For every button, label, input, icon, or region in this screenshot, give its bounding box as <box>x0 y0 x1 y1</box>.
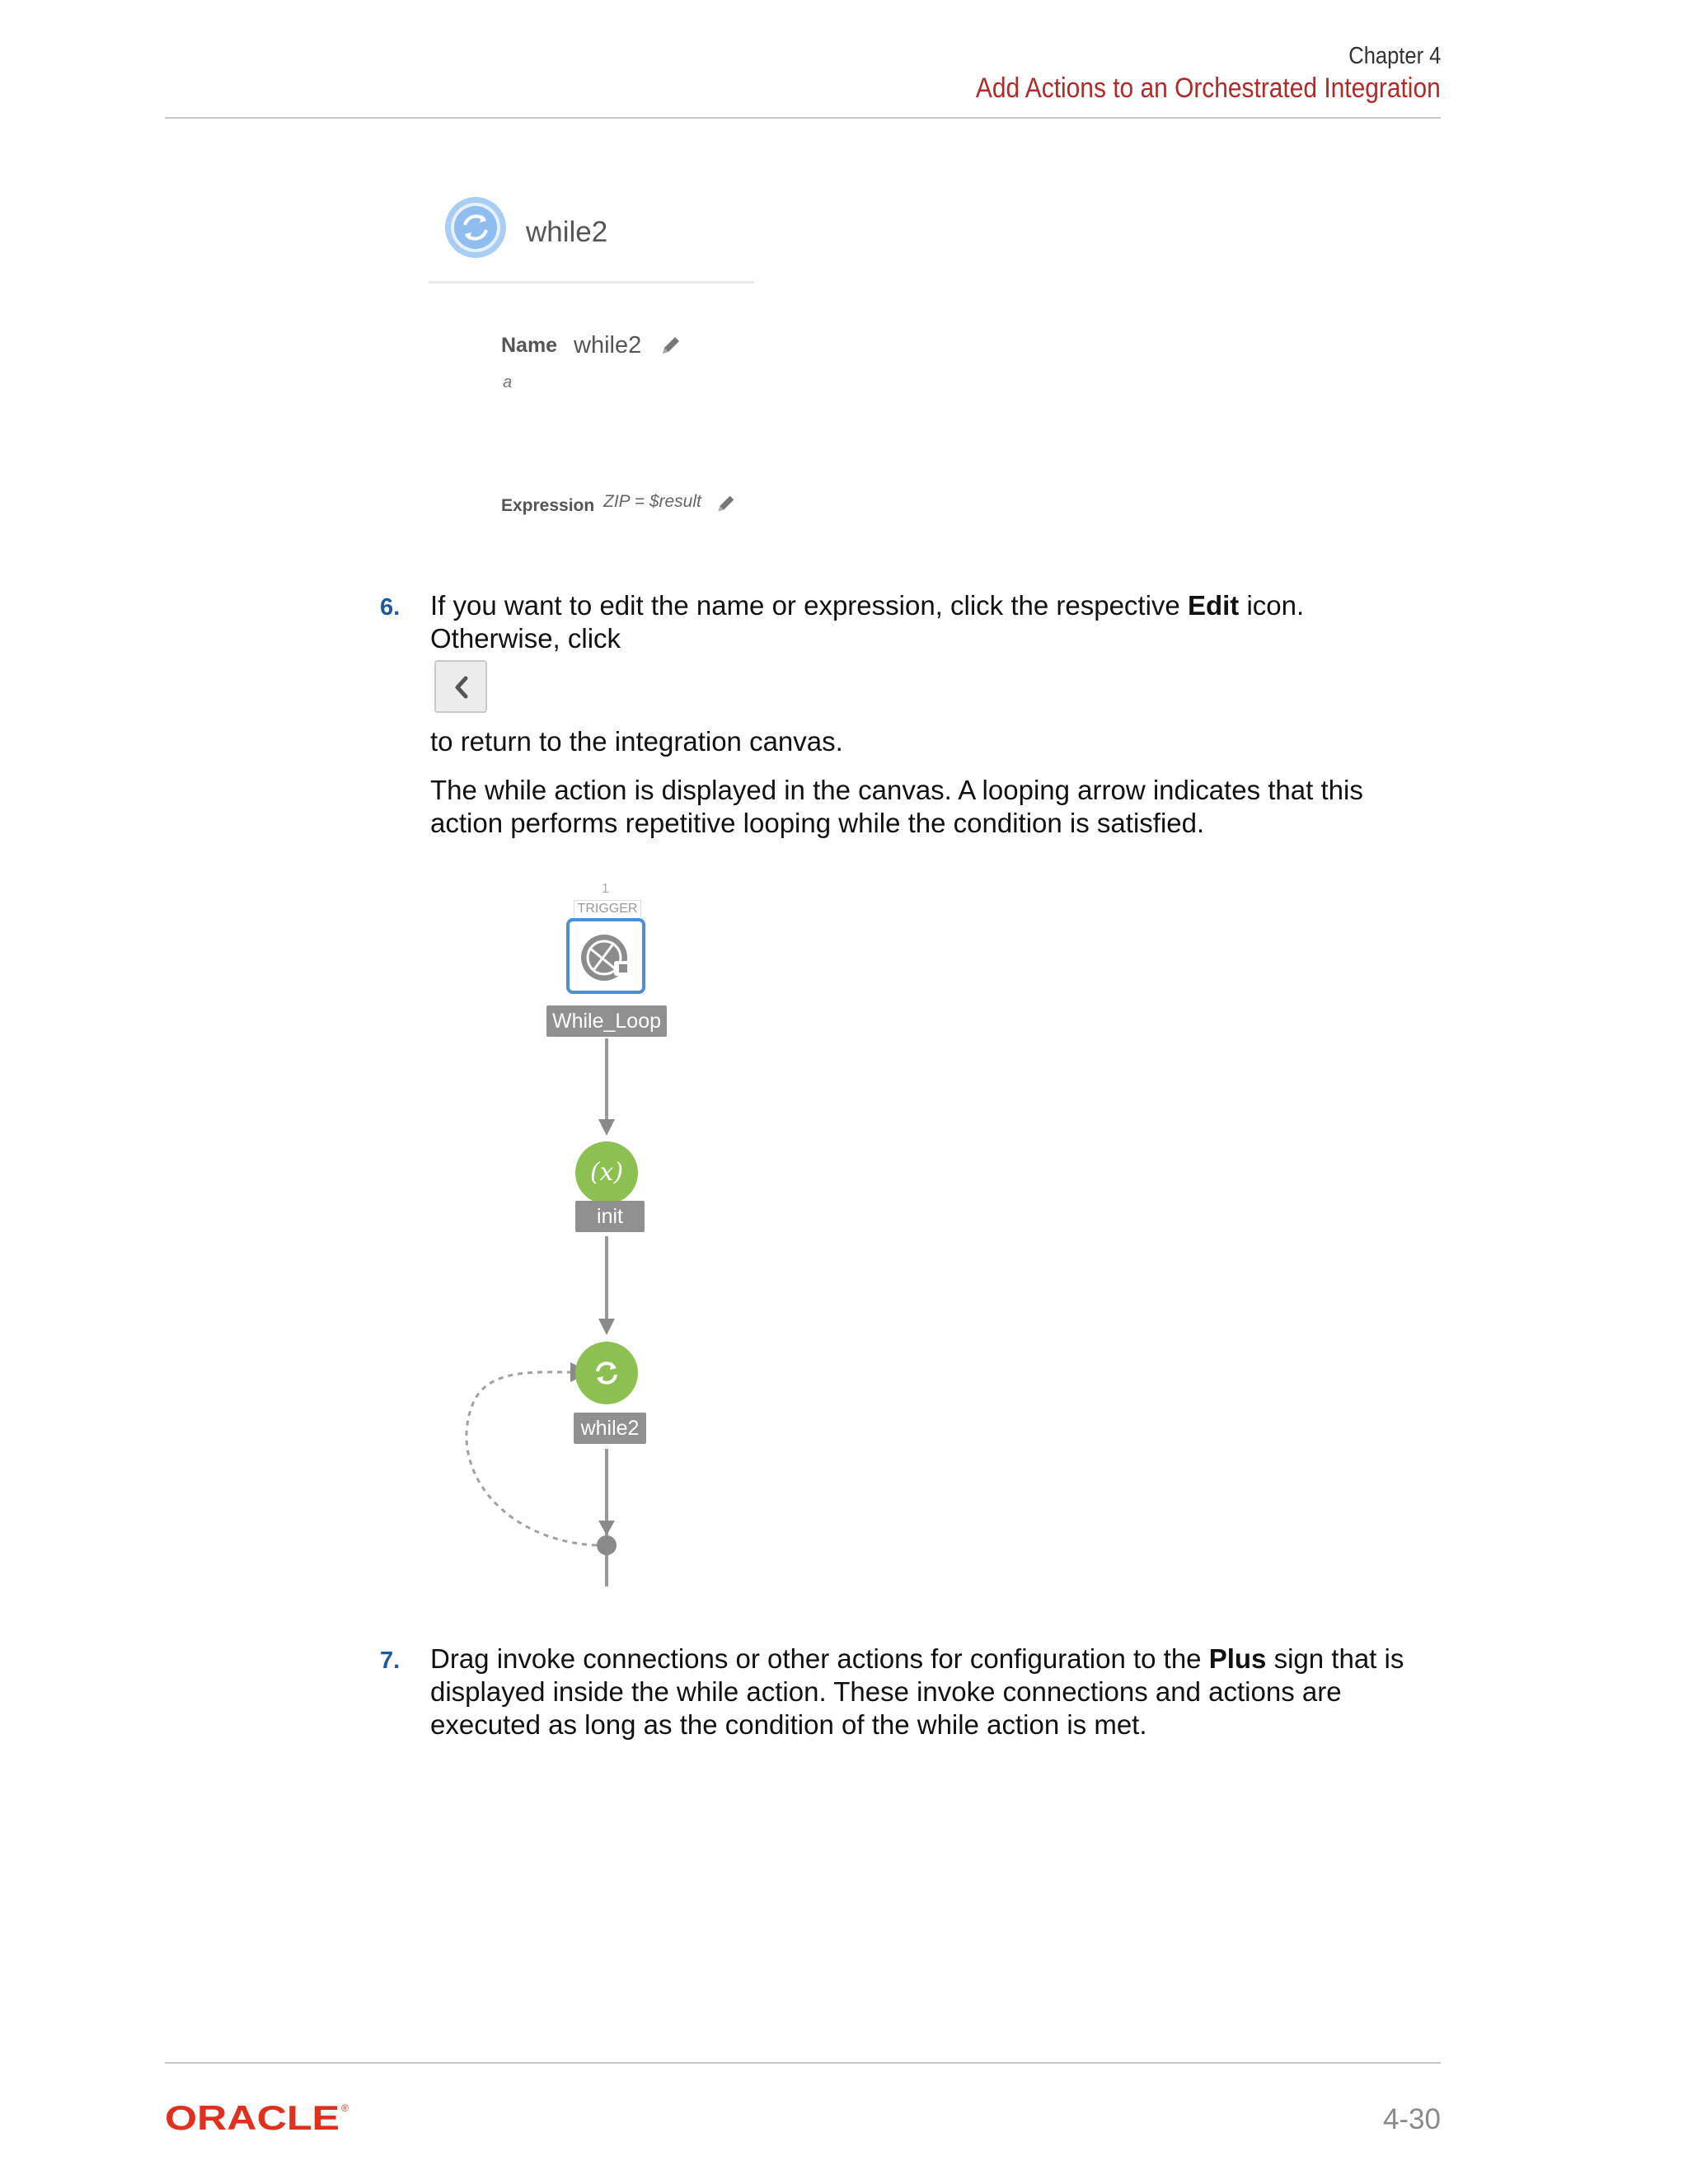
step-text <box>430 1643 1440 1741</box>
oracle-logo-text: ORACLE <box>165 2100 340 2135</box>
name-label: Name <box>501 334 558 357</box>
panel-divider <box>429 281 754 284</box>
page-number: 4-30 <box>1382 2103 1441 2135</box>
back-button[interactable] <box>434 660 487 713</box>
step-number: 7. <box>380 1647 401 1674</box>
step-text-part: sign that is displayed inside the while action. These invoke connections and actions are executed as long as the condition of the while action is met. <box>430 1643 1404 1740</box>
node-label-init: init <box>575 1201 645 1232</box>
loop-end-dot <box>597 1535 617 1555</box>
svg-text:®: ® <box>341 2102 349 2114</box>
step-text-part: Drag invoke connections or other actions for configuration to the <box>430 1643 1209 1674</box>
while-properties-screenshot <box>429 185 754 565</box>
pencil-edit-icon[interactable] <box>714 491 738 516</box>
loop-arrow <box>467 1372 597 1545</box>
expression-value: ZIP = $result <box>603 492 701 511</box>
expression-label: Expression <box>501 496 595 515</box>
trigger-node[interactable] <box>566 918 645 994</box>
connector-arrow <box>598 1119 615 1136</box>
rest-adapter-icon <box>578 928 635 986</box>
chapter-label: Chapter 4 <box>1348 43 1441 69</box>
step-text-part: icon. Otherwise, click <box>430 590 1305 654</box>
node-label-while2: while2 <box>574 1413 646 1444</box>
while-node[interactable] <box>575 1342 638 1404</box>
while-loop-icon <box>443 195 508 260</box>
step-bold-term: Plus <box>1208 1643 1267 1674</box>
step-bold-term: Edit <box>1187 590 1240 621</box>
trigger-label: TRIGGER <box>574 900 641 917</box>
while-loop-icon <box>590 1357 623 1390</box>
step-text-part: If you want to edit the name or expression, click the respective <box>430 590 1188 621</box>
step-text <box>430 589 1440 655</box>
connector-arrow <box>598 1319 615 1335</box>
assign-variable-icon[interactable]: (x) <box>575 1141 638 1204</box>
connector-arrow <box>598 1521 615 1535</box>
panel-title: while2 <box>526 216 608 248</box>
integration-canvas-screenshot <box>396 874 857 1591</box>
oracle-logo <box>165 2100 363 2135</box>
footer-divider <box>165 2062 1441 2064</box>
name-sub-text: a <box>503 373 513 391</box>
chevron-left-icon <box>449 673 474 701</box>
pencil-edit-icon[interactable] <box>658 332 684 359</box>
step-number: 6. <box>380 594 401 621</box>
name-value: while2 <box>574 332 642 359</box>
step-followup-text: The while action is displayed in the canvas. A looping arrow indicates that this action performs repetitive looping while the condition is satisfied. <box>430 775 1363 838</box>
header-divider <box>165 117 1441 119</box>
step-text: to return to the integration canvas. <box>430 726 843 757</box>
trigger-index: 1 <box>602 882 609 896</box>
node-label-while-loop: While_Loop <box>546 1005 667 1037</box>
section-title: Add Actions to an Orchestrated Integration <box>976 73 1441 104</box>
